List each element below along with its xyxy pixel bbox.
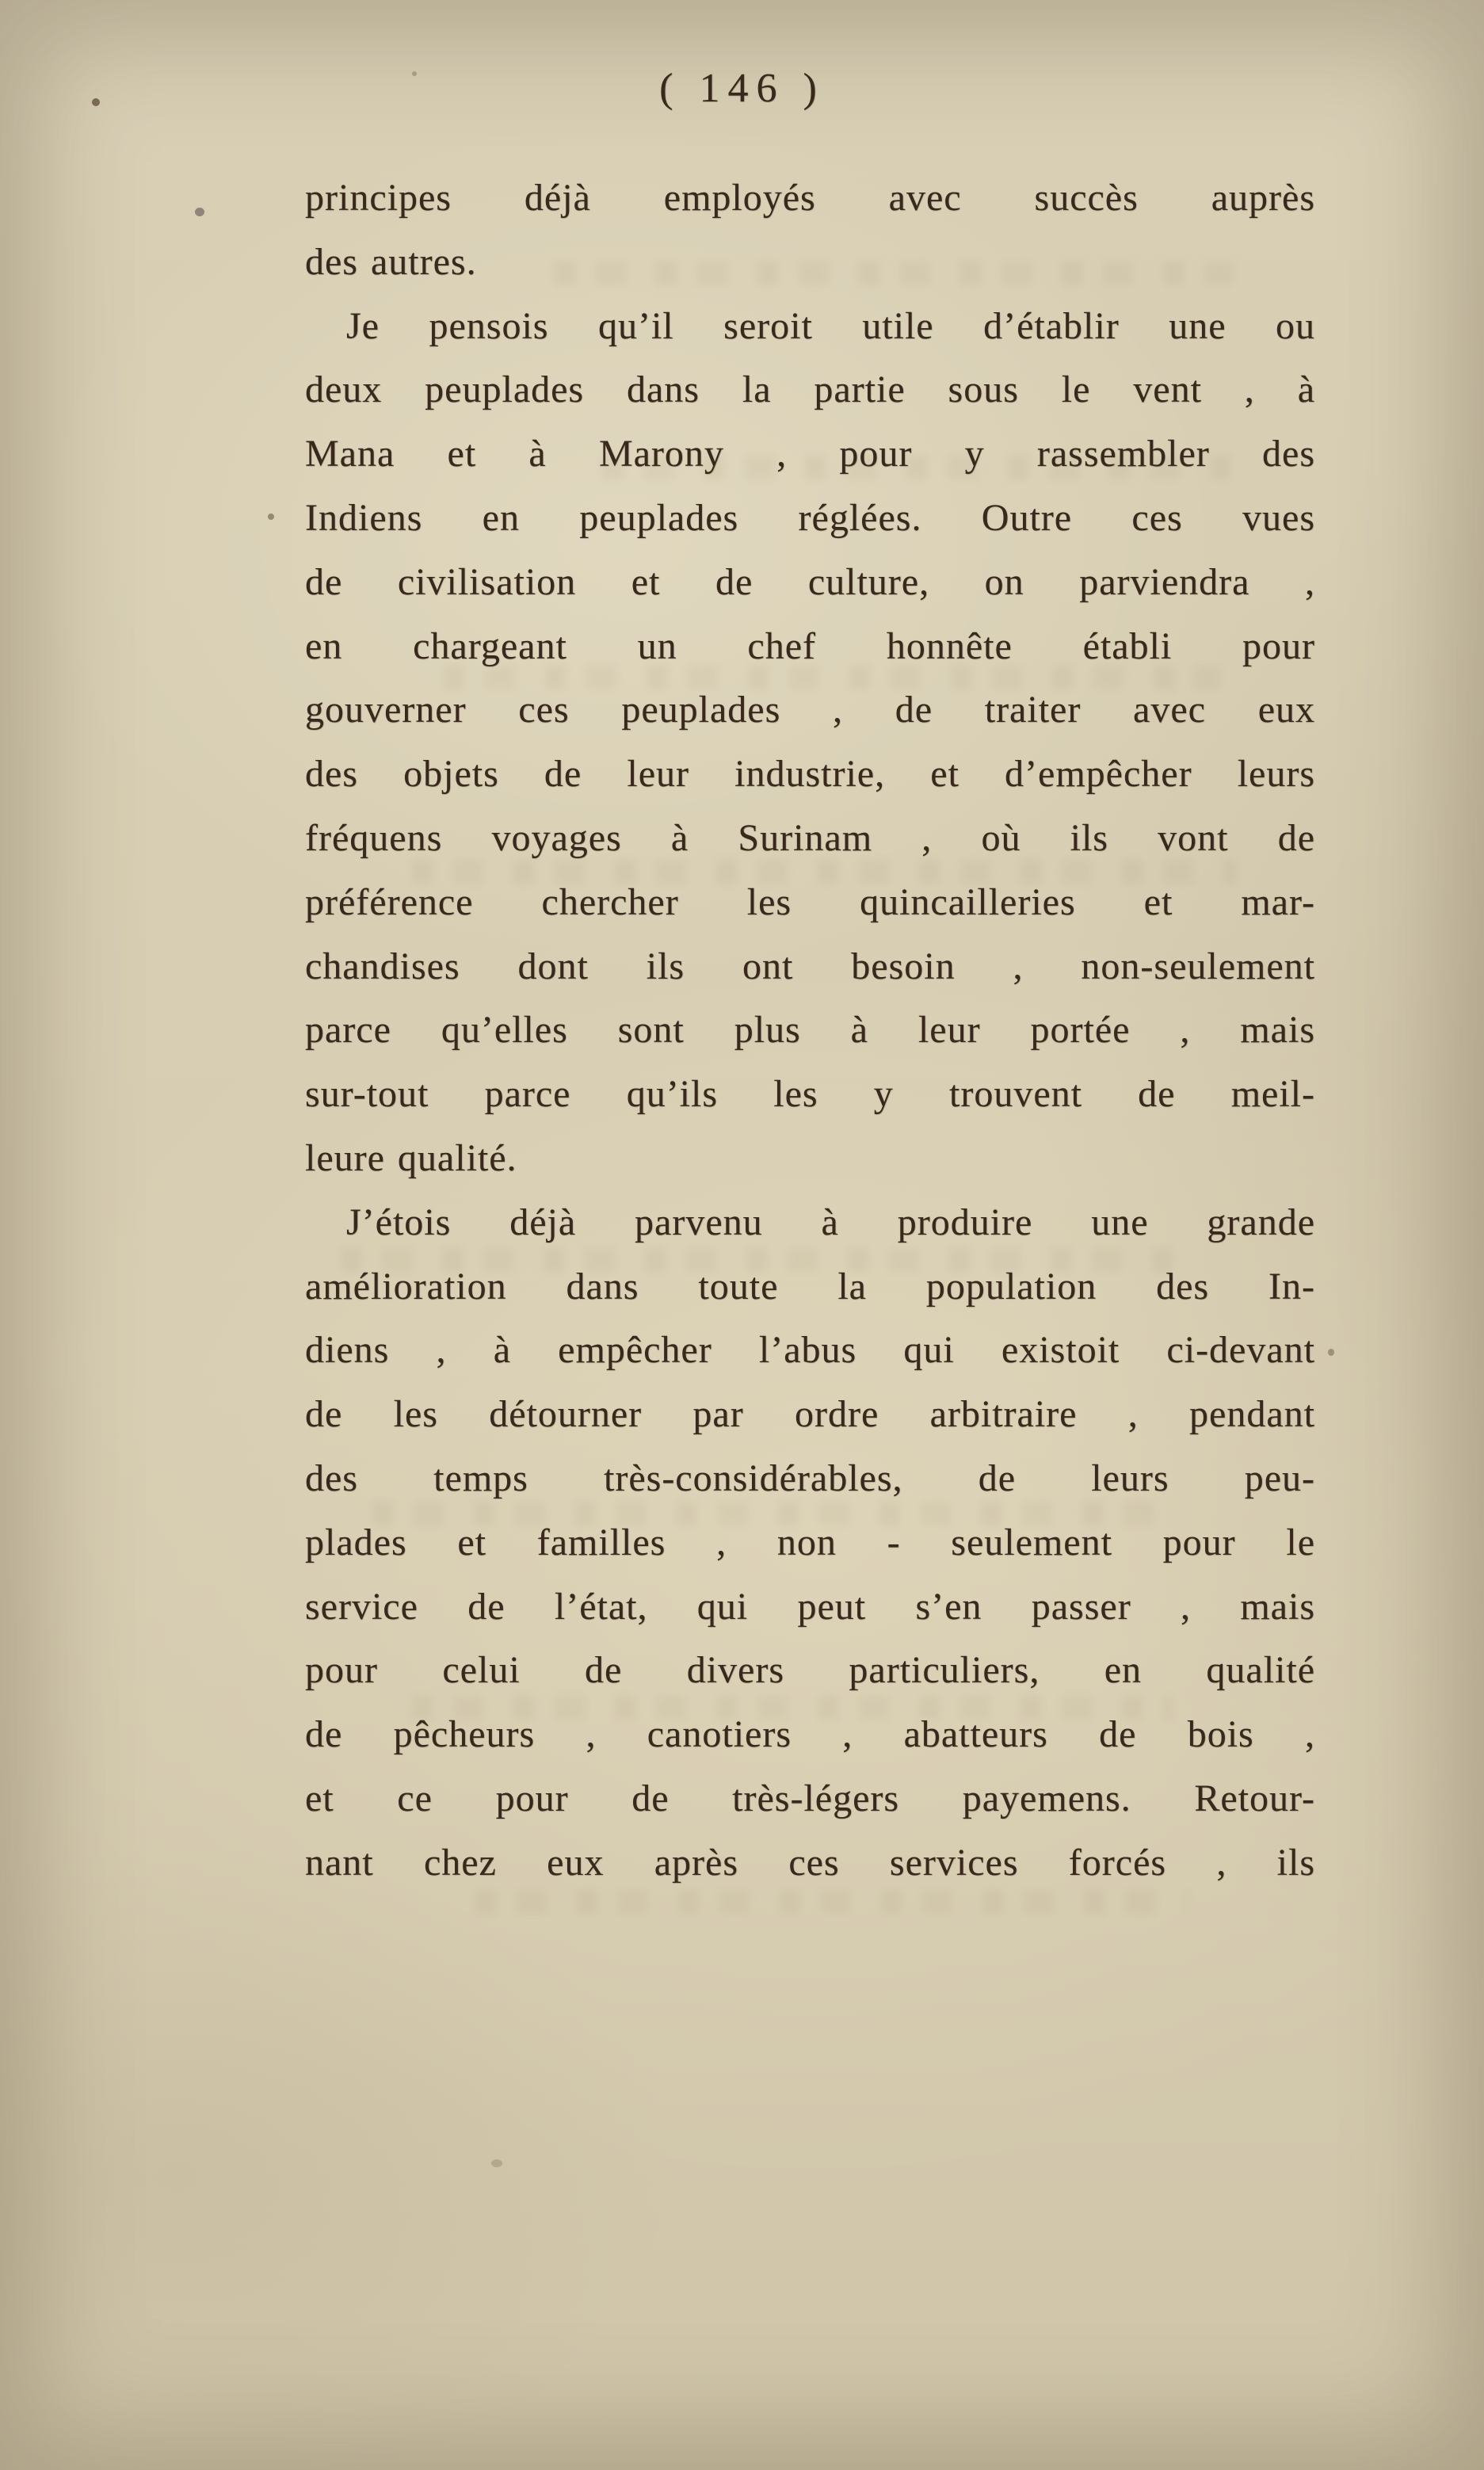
body-text: [305, 166, 1315, 1895]
text-line: Je pensois qu’il seroit utile d’établir une ou: [346, 304, 1315, 347]
text-line: amélioration dans toute la population des In-: [305, 1265, 1315, 1308]
ink-speck: [268, 513, 274, 520]
text-line: chandises dont ils ont besoin , non-seulement: [305, 945, 1315, 987]
text-line: parce qu’elles sont plus à leur portée , mais: [305, 1009, 1315, 1052]
ink-speck: [491, 2159, 502, 2167]
text-line: préférence chercher les quincailleries et mar-: [305, 880, 1315, 923]
text-line: principes déjà employés avec succès auprès: [305, 177, 1315, 219]
text-line: pour celui de divers particuliers, en qualité: [305, 1649, 1315, 1692]
text-line: deux peuplades dans la partie sous le vent , à: [305, 368, 1315, 411]
text-line: de pêcheurs , canotiers , abatteurs de bois ,: [305, 1713, 1315, 1756]
text-line: des objets de leur industrie, et d’empêcher leurs: [305, 753, 1315, 796]
text-line: J’étois déjà parvenu à produire une grande: [346, 1201, 1315, 1243]
text-line: leure qualité.: [305, 1136, 517, 1179]
ink-speck: [1328, 1349, 1334, 1356]
text-line: fréquens voyages à Surinam , où ils vont de: [305, 816, 1315, 859]
text-line: des autres.: [305, 240, 477, 283]
text-line: sur-tout parce qu’ils les y trouvent de meil-: [305, 1073, 1315, 1116]
text-line: Indiens en peuplades réglées. Outre ces vues: [305, 496, 1315, 539]
text-line: gouverner ces peuplades , de traiter avec eux: [305, 689, 1315, 731]
text-line: service de l’état, qui peut s’en passer , mais: [305, 1585, 1315, 1628]
text-line: et ce pour de très-légers payemens. Retour-: [305, 1777, 1315, 1819]
text-line: Mana et à Marony , pour y rassembler des: [305, 433, 1315, 475]
text-line: de civilisation et de culture, on parviendra ,: [305, 560, 1315, 603]
text-line: diens , à empêcher l’abus qui existoit ci-devant: [305, 1329, 1315, 1372]
text-line: de les détourner par ordre arbitraire , pendant: [305, 1393, 1315, 1436]
page-number: ( 146 ): [659, 66, 825, 111]
ink-speck: [195, 208, 204, 216]
text-line: des temps très-considérables, de leurs peu-: [305, 1456, 1315, 1499]
text-line: nant chez eux après ces services forcés , ils: [305, 1841, 1315, 1884]
text-line: en chargeant un chef honnête établi pour: [305, 624, 1315, 667]
text-line: plades et familles , non - seulement pour le: [305, 1521, 1315, 1563]
